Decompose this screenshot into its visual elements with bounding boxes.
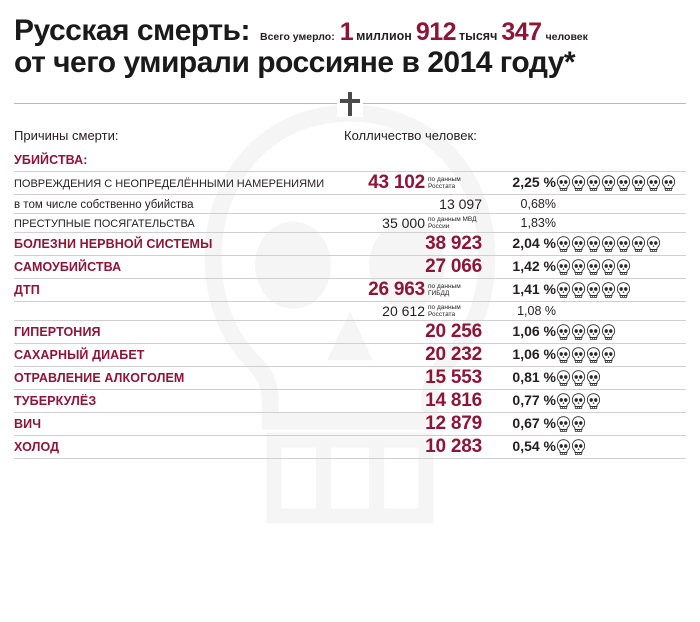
total-deaths-label: Всего умерло: <box>259 31 335 43</box>
skull-icon <box>631 175 646 191</box>
row-skull-bar <box>556 195 686 214</box>
row-source: по данным ГИБДД <box>428 282 461 297</box>
table-row <box>14 279 686 302</box>
skull-icon <box>616 282 631 298</box>
row-value: 12 879 <box>425 413 482 434</box>
row-skull-bar <box>556 436 686 459</box>
row-label: ТУБЕРКУЛЁЗ <box>14 394 97 408</box>
row-percent: 1,41 % <box>512 281 556 297</box>
row-label: ХОЛОД <box>14 440 60 454</box>
row-source: по данным МВД России <box>428 215 477 230</box>
row-label <box>14 302 332 321</box>
table-row <box>14 436 686 459</box>
skull-icon <box>586 347 601 363</box>
skull-icon <box>646 236 661 252</box>
skull-icon <box>601 259 616 275</box>
skull-icon <box>571 236 586 252</box>
skull-icon <box>586 259 601 275</box>
total-millions-word: миллион <box>356 29 412 43</box>
row-skull-bar <box>556 302 686 321</box>
row-percent: 1,08 % <box>517 304 556 318</box>
cross-icon <box>337 91 363 117</box>
total-units-value: 347 <box>501 18 542 46</box>
skull-icon <box>601 282 616 298</box>
skull-icon <box>586 236 601 252</box>
row-source: по данным Росстата <box>428 175 461 190</box>
skull-icon <box>556 259 571 275</box>
row-label: САМОУБИЙСТВА <box>14 260 122 274</box>
column-header-counts: Колличество человек: <box>344 128 477 143</box>
skull-icon <box>586 370 601 386</box>
skull-icon <box>571 259 586 275</box>
skull-icon <box>556 236 571 252</box>
row-skull-bar <box>556 413 686 436</box>
skull-icon <box>571 370 586 386</box>
title-line-1 <box>14 14 686 48</box>
page-title: Русская смерть: <box>14 14 250 47</box>
row-value: 14 816 <box>425 390 482 411</box>
skull-icon <box>601 175 616 191</box>
skull-icon <box>631 236 646 252</box>
row-value: 20 232 <box>425 344 482 365</box>
total-units-word: человек <box>545 31 588 43</box>
row-value: 20 256 <box>425 321 482 342</box>
skull-icon <box>616 175 631 191</box>
skull-icon <box>661 175 676 191</box>
row-percent: 1,83% <box>520 216 556 230</box>
skull-icon <box>646 175 661 191</box>
table-row <box>14 195 686 214</box>
skull-icon <box>556 282 571 298</box>
skull-icon <box>586 282 601 298</box>
skull-icon <box>586 324 601 340</box>
table-row <box>14 367 686 390</box>
row-skull-bar <box>556 279 686 302</box>
row-label: САХАРНЫЙ ДИАБЕТ <box>14 348 145 362</box>
row-skull-bar <box>556 256 686 279</box>
row-value: 38 923 <box>425 233 482 254</box>
row-skull-bar <box>556 214 686 233</box>
total-thousands-value: 912 <box>415 18 457 46</box>
row-percent: 2,04 % <box>512 235 556 251</box>
row-label: ВИЧ <box>14 417 42 431</box>
row-percent: 0,77 % <box>512 392 556 408</box>
skull-icon <box>556 347 571 363</box>
skull-icon <box>556 439 571 455</box>
table-row <box>14 256 686 279</box>
total-thousands-word: тысяч <box>459 29 498 43</box>
skull-icon <box>571 175 586 191</box>
row-percent: 1,06 % <box>512 323 556 339</box>
causes-table <box>14 171 686 459</box>
skull-icon <box>571 282 586 298</box>
skull-icon <box>601 324 616 340</box>
section-title-murders: УБИЙСТВА: <box>14 153 88 167</box>
table-row <box>14 233 686 256</box>
skull-icon <box>556 370 571 386</box>
table-row <box>14 172 686 195</box>
skull-icon <box>616 259 631 275</box>
table-row <box>14 413 686 436</box>
row-value: 27 066 <box>425 256 482 277</box>
row-skull-bar <box>556 390 686 413</box>
row-label: ГИПЕРТОНИЯ <box>14 325 101 339</box>
row-percent: 1,06 % <box>512 346 556 362</box>
row-skull-bar <box>556 344 686 367</box>
column-header-causes: Причины смерти: <box>14 128 119 143</box>
table-row <box>14 214 686 233</box>
skull-icon <box>616 236 631 252</box>
skull-icon <box>556 393 571 409</box>
skull-icon <box>571 393 586 409</box>
row-value: 13 097 <box>439 196 482 212</box>
row-label: ПРЕСТУПНЫЕ ПОСЯГАТЕЛЬСТВА <box>14 218 195 230</box>
skull-icon <box>601 347 616 363</box>
table-row <box>14 344 686 367</box>
total-millions-value: 1 <box>339 18 354 46</box>
skull-icon <box>571 416 586 432</box>
table-row <box>14 321 686 344</box>
row-label: БОЛЕЗНИ НЕРВНОЙ СИСТЕМЫ <box>14 237 213 251</box>
column-headers <box>14 128 686 143</box>
row-value: 15 553 <box>425 367 482 388</box>
row-label: в том числе собственно убийства <box>14 199 194 211</box>
row-label: ДТП <box>14 283 40 297</box>
row-label: ПОВРЕЖДЕНИЯ С НЕОПРЕДЕЛЁННЫМИ НАМЕРЕНИЯМИ <box>14 178 325 190</box>
row-percent: 0,54 % <box>512 438 556 454</box>
row-skull-bar <box>556 321 686 344</box>
skull-icon <box>571 439 586 455</box>
row-skull-bar <box>556 233 686 256</box>
row-skull-bar <box>556 367 686 390</box>
skull-icon <box>556 175 571 191</box>
skull-icon <box>586 393 601 409</box>
row-percent: 0,81 % <box>512 369 556 385</box>
skull-icon <box>556 416 571 432</box>
divider <box>14 90 686 116</box>
row-value: 35 000 по данным МВД России <box>332 214 482 233</box>
row-percent: 0,67 % <box>512 415 556 431</box>
skull-icon <box>601 236 616 252</box>
row-percent: 0,68% <box>520 197 556 211</box>
header <box>0 0 700 80</box>
row-skull-bar <box>556 172 686 195</box>
total-deaths-block <box>260 18 588 47</box>
skull-icon <box>571 324 586 340</box>
row-value: 26 963 по данным ГИБДД <box>332 279 482 302</box>
page-subtitle: от чего умирали россияне в 2014 году* <box>14 46 576 79</box>
skull-icon <box>586 175 601 191</box>
row-value: 10 283 <box>425 436 482 457</box>
table-row <box>14 390 686 413</box>
row-value: 20 612 по данным Росстата <box>332 302 482 321</box>
row-percent: 2,25 % <box>512 174 556 190</box>
skull-icon <box>556 324 571 340</box>
table-row <box>14 302 686 321</box>
row-percent: 1,42 % <box>512 258 556 274</box>
row-label: ОТРАВЛЕНИЕ АЛКОГОЛЕМ <box>14 371 185 385</box>
skull-icon <box>571 347 586 363</box>
row-source: по данным Росстата <box>428 303 461 318</box>
row-value: 43 102 по данным Росстата <box>332 172 482 195</box>
